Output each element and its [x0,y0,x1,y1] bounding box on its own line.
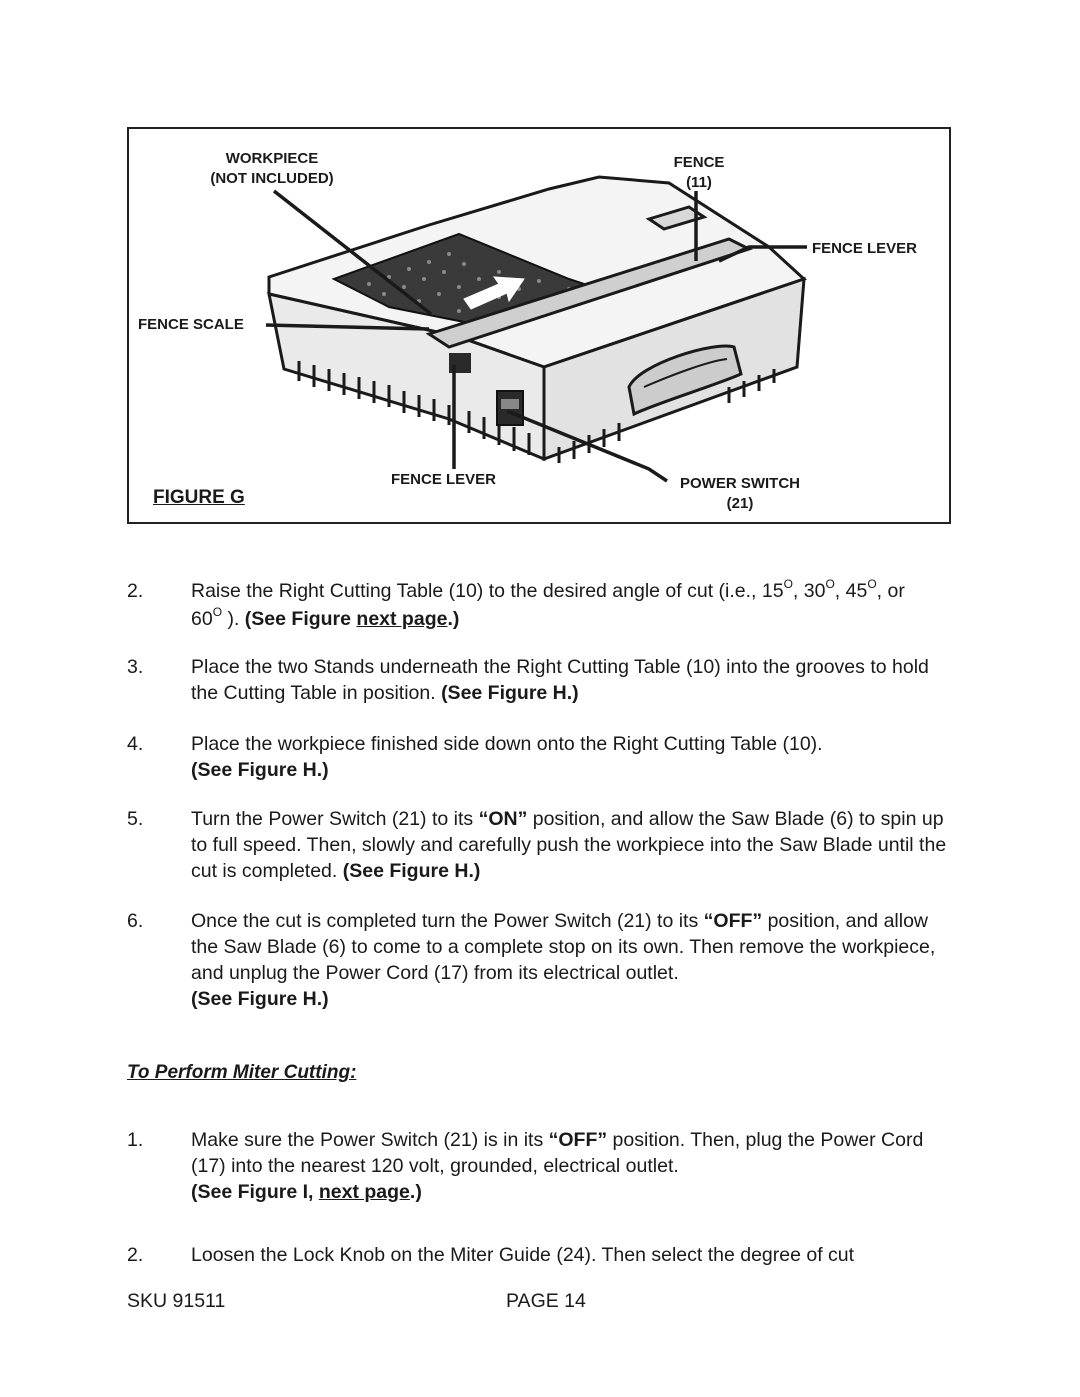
figure-reference: (See Figure H.) [191,759,329,781]
step-text: Place the workpiece finished side down onto the Right Cutting Table (10). [191,733,823,755]
step-number: 2. [127,580,144,602]
miter-step-1-check-switch [127,1127,957,1205]
step-number: 2. [127,1244,144,1266]
step-number: 4. [127,733,144,755]
miter-step-2-loosen-knob [127,1242,957,1268]
degree-mark: O [867,577,877,591]
step-text: Place the two Stands underneath the Right Cutting Table (10) into the grooves to hold the Cutting Table in position. [191,656,929,704]
callout-fence-number: (11) [686,174,712,191]
on-label: “ON” [478,808,528,830]
callout-power-switch-number: (21) [726,495,754,512]
step-text: Make sure the Power Switch (21) is in its [191,1129,549,1151]
footer-page-number: PAGE 14 [506,1290,586,1312]
step-text: ). [222,608,245,630]
figure-reference [245,608,460,630]
step-text: , 30 [792,580,826,602]
section-heading-miter-cutting: To Perform Miter Cutting: [127,1062,357,1083]
figure-reference-text: .) [409,1181,422,1203]
callout-fence [649,153,749,193]
callout-power-switch-label: POWER SWITCH [680,475,800,492]
step-number: 1. [127,1129,144,1151]
figure-reference-text: .) [447,608,460,630]
step-text: position, and allow the Saw Blade (6) to come to a complete stop on its own. Then remove the workpiece, and unplug the Power Cord (17) from its electrical outlet. [191,910,936,984]
step-number: 3. [127,656,144,678]
degree-mark: O [825,577,835,591]
step-number: 6. [127,910,144,932]
callout-workpiece-label: WORKPIECE [225,150,319,167]
step-text: Loosen the Lock Knob on the Miter Guide (24). Then select the degree of cut [191,1244,855,1266]
next-page-link[interactable]: next page [356,608,448,630]
step-number: 5. [127,808,144,830]
callout-fence-lever-bottom: FENCE LEVER [391,471,497,488]
step-5-turn-on-switch [127,806,957,884]
figure-reference: (See Figure H.) [342,860,481,882]
step-6-turn-off-switch [127,908,957,1012]
callout-fence-scale: FENCE SCALE [138,316,244,333]
footer-sku: SKU 91511 [127,1290,226,1312]
figure-reference: (See Figure H.) [191,988,329,1010]
step-3-place-stands [127,654,957,706]
figure-reference: (See Figure H.) [441,682,579,704]
step-text: Once the cut is completed turn the Power Switch (21) to its [191,910,704,932]
figure-reference-text: (See Figure [244,608,357,630]
step-text: Raise the Right Cutting Table (10) to the desired angle of cut (i.e., 15 [191,580,784,602]
step-4-place-workpiece [127,731,957,783]
callout-power-switch [665,474,815,514]
step-text: Turn the Power Switch (21) to its [191,808,479,830]
figure-g [127,127,951,524]
degree-mark: O [212,605,223,619]
figure-reference [191,1181,422,1203]
step-text: , or [876,580,905,602]
callout-fence-lever-right: FENCE LEVER [812,240,918,257]
step-text: position, and allow the Saw Blade (6) to spin up to full speed. Then, slowly and carefully push the workpiece into the Saw Blade until the cut is completed. [191,808,947,882]
degree-mark: O [783,577,793,591]
callout-workpiece [197,149,347,189]
step-text: , 45 [834,580,868,602]
step-text: position. Then, plug the Power Cord (17) into the nearest 120 volt, grounded, electrical outlet. [191,1129,924,1177]
step-text: 60 [191,608,213,630]
off-label: “OFF” [703,910,763,932]
callout-fence-label: FENCE [673,154,725,171]
step-2-raise-table [127,578,957,634]
off-label: “OFF” [548,1129,608,1151]
figure-label: FIGURE G [153,487,245,508]
callout-workpiece-note: (NOT INCLUDED) [210,170,334,187]
next-page-link[interactable]: next page [318,1181,410,1203]
figure-reference-text: (See Figure I, [191,1181,319,1203]
